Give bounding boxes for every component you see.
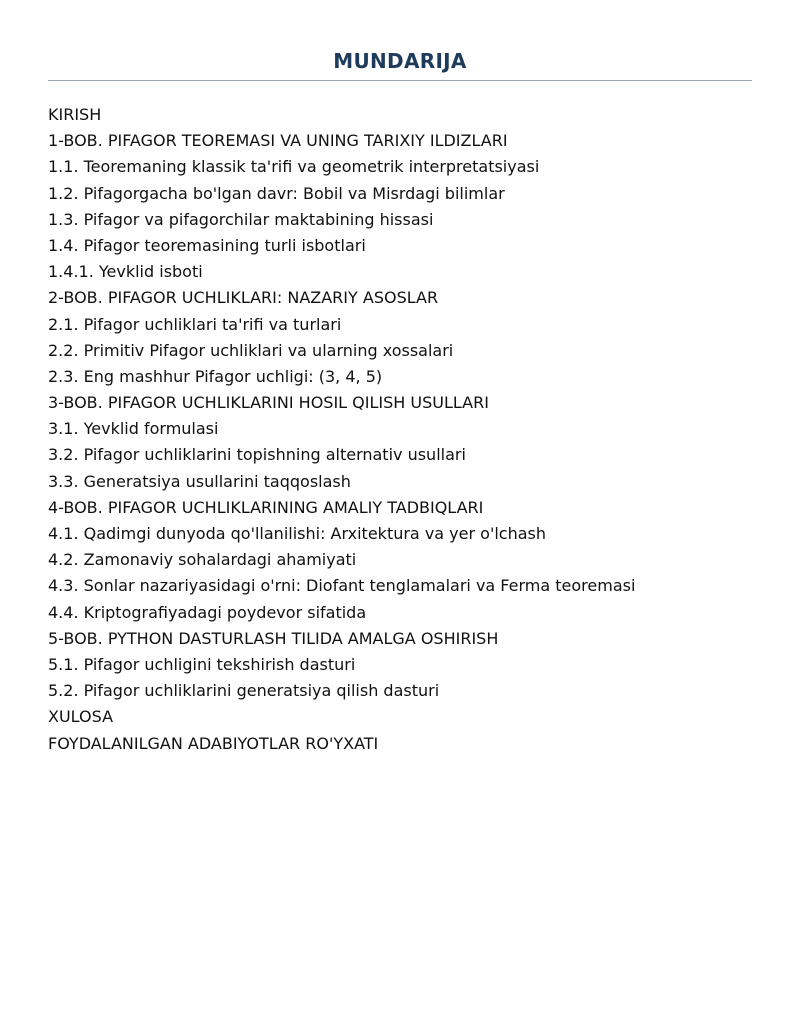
- page-title: MUNDARIJA: [333, 49, 467, 73]
- table-of-contents: [48, 102, 752, 757]
- toc-entry-3-1: 3.1. Yevklid formulasi: [48, 419, 219, 439]
- toc-entry-2-3: 2.3. Eng mashhur Pifagor uchligi: (3, 4, 5): [48, 366, 383, 386]
- toc-entry-1-3: 1.3. Pifagor va pifagorchilar maktabining hissasi: [48, 209, 434, 229]
- toc-entry-1-4-1: 1.4.1. Yevklid isboti: [48, 262, 203, 282]
- toc-entry-xulosa: XULOSA: [48, 707, 114, 727]
- toc-entry-5-2: 5.2. Pifagor uchliklarini generatsiya qilish dasturi: [48, 681, 440, 701]
- toc-entry-4-2: 4.2. Zamonaviy sohalardagi ahamiyati: [48, 550, 357, 570]
- toc-entry-chapter-3: 3-BOB. PIFAGOR UCHLIKLARINI HOSIL QILISH USULLARI: [48, 393, 489, 413]
- toc-entry-2-1: 2.1. Pifagor uchliklari ta'rifi va turlari: [48, 314, 342, 334]
- toc-entry-2-2: 2.2. Primitiv Pifagor uchliklari va ularning xossalari: [48, 340, 454, 360]
- toc-entry-1-4: 1.4. Pifagor teoremasining turli isbotlari: [48, 235, 366, 255]
- toc-entry-3-3: 3.3. Generatsiya usullarini taqqoslash: [48, 471, 351, 491]
- toc-entry-4-3: 4.3. Sonlar nazariyasidagi o'rni: Diofant tenglamalari va Ferma teoremasi: [48, 576, 636, 596]
- toc-entry-3-2: 3.2. Pifagor uchliklarini topishning alternativ usullari: [48, 445, 466, 465]
- toc-entry-4-1: 4.1. Qadimgi dunyoda qo'llanilishi: Arxitektura va yer o'lchash: [48, 524, 547, 543]
- toc-entry-4-4: 4.4. Kriptografiyadagi poydevor sifatida: [48, 602, 367, 622]
- toc-entry-kirish: KIRISH: [48, 105, 102, 124]
- toc-entry-5-1: 5.1. Pifagor uchligini tekshirish dasturi: [48, 654, 356, 674]
- toc-entry-chapter-4: 4-BOB. PIFAGOR UCHLIKLARINING AMALIY TADBIQLARI: [48, 497, 484, 517]
- toc-entry-1-2: 1.2. Pifagorgacha bo'lgan davr: Bobil va Misrdagi bilimlar: [48, 183, 505, 203]
- toc-entry-chapter-1: 1-BOB. PIFAGOR TEOREMASI VA UNING TARIXIY ILDIZLARI: [48, 131, 508, 151]
- toc-entry-bibliography: FOYDALANILGAN ADABIYOTLAR RO'YXATI: [48, 733, 379, 753]
- title-divider: [48, 80, 752, 81]
- toc-entry-chapter-2: 2-BOB. PIFAGOR UCHLIKLARI: NAZARIY ASOSLAR: [48, 288, 439, 308]
- toc-entry-chapter-5: 5-BOB. PYTHON DASTURLASH TILIDA AMALGA OSHIRISH: [48, 628, 499, 648]
- toc-entry-1-1: 1.1. Teoremaning klassik ta'rifi va geometrik interpretatsiyasi: [48, 157, 540, 177]
